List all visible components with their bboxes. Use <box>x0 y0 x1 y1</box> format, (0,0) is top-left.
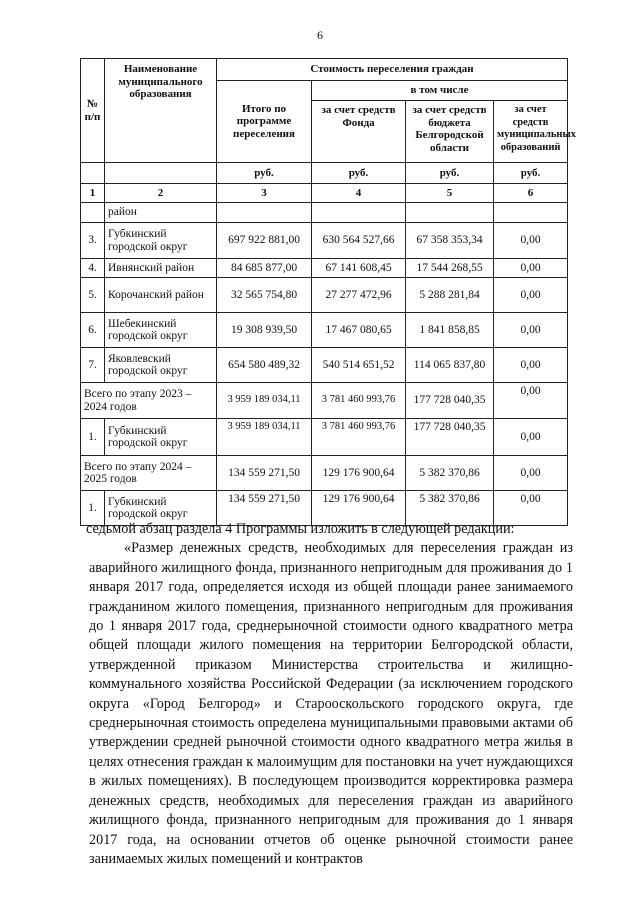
col-header-region: за счет средств бюджета Белгородской области <box>406 101 494 163</box>
row-name: Губкинский городской округ <box>105 419 217 456</box>
column-number: 4 <box>312 184 406 203</box>
row-munic: 0,00 <box>494 456 568 491</box>
column-number: 3 <box>217 184 312 203</box>
row-name: Корочанский район <box>105 278 217 313</box>
col-header-munic: за счет средств муниципальных образований <box>494 101 568 163</box>
table-row <box>81 348 568 383</box>
row-number: 3. <box>81 223 105 259</box>
row-number: 5. <box>81 278 105 313</box>
unit-label: руб. <box>406 163 494 184</box>
row-munic <box>494 203 568 223</box>
page-number: 6 <box>317 28 323 42</box>
table-row <box>81 223 568 259</box>
row-total: 3 959 189 034,11 <box>217 419 312 456</box>
col-header-cost: Стоимость переселения граждан <box>217 59 568 81</box>
row-region: 5 288 281,84 <box>406 278 494 313</box>
column-number: 1 <box>81 184 105 203</box>
row-number: 6. <box>81 313 105 348</box>
stage-total-row <box>81 456 568 491</box>
row-fund: 129 176 900,64 <box>312 491 406 526</box>
row-total: 697 922 881,00 <box>217 223 312 259</box>
col-header-fund: за счет средств Фонда <box>312 101 406 163</box>
row-number <box>81 203 105 223</box>
row-total: 84 685 877,00 <box>217 259 312 278</box>
table-row <box>81 313 568 348</box>
stage-total-label: Всего по этапу 2023 – 2024 годов <box>81 383 217 419</box>
row-fund: 540 514 651,52 <box>312 348 406 383</box>
row-fund: 27 277 472,96 <box>312 278 406 313</box>
row-munic: 0,00 <box>494 223 568 259</box>
unit-label: руб. <box>312 163 406 184</box>
row-munic: 0,00 <box>494 259 568 278</box>
row-munic: 0,00 <box>494 383 568 419</box>
unit-empty-cell <box>105 163 217 184</box>
row-fund: 17 467 080,65 <box>312 313 406 348</box>
row-munic: 0,00 <box>494 419 568 456</box>
row-name: район <box>105 203 217 223</box>
col-header-total: Итого по программе переселения <box>217 81 312 163</box>
row-name: Шебекинский городской округ <box>105 313 217 348</box>
row-region: 67 358 353,34 <box>406 223 494 259</box>
unit-empty-cell <box>81 163 105 184</box>
col-header-incl: в том числе <box>312 81 568 101</box>
row-total: 654 580 489,32 <box>217 348 312 383</box>
unit-label: руб. <box>217 163 312 184</box>
row-total: 32 565 754,80 <box>217 278 312 313</box>
unit-label: руб. <box>494 163 568 184</box>
table-row <box>81 259 568 278</box>
row-name: Губкинский городской округ <box>105 223 217 259</box>
row-region: 177 728 040,35 <box>406 383 494 419</box>
row-region: 5 382 370,86 <box>406 491 494 526</box>
row-number: 7. <box>81 348 105 383</box>
resettlement-cost-table <box>80 58 576 526</box>
column-number: 2 <box>105 184 217 203</box>
table-row <box>81 203 568 223</box>
row-region: 114 065 837,80 <box>406 348 494 383</box>
row-name: Ивнянский район <box>105 259 217 278</box>
row-fund <box>312 203 406 223</box>
table-row <box>81 278 568 313</box>
row-region: 5 382 370,86 <box>406 456 494 491</box>
row-total: 134 559 271,50 <box>217 491 312 526</box>
row-total: 19 308 939,50 <box>217 313 312 348</box>
row-total: 134 559 271,50 <box>217 456 312 491</box>
row-number: 1. <box>81 491 105 526</box>
paragraph-intro: седьмой абзац раздела 4 Программы изложить в следующей редакции: <box>86 521 515 537</box>
row-fund: 129 176 900,64 <box>312 456 406 491</box>
body-text <box>86 520 573 869</box>
row-fund: 3 781 460 993,76 <box>312 383 406 419</box>
row-munic: 0,00 <box>494 491 568 526</box>
row-region <box>406 203 494 223</box>
stage-total-label: Всего по этапу 2024 – 2025 годов <box>81 456 217 491</box>
stage-total-row <box>81 383 568 419</box>
row-total: 3 959 189 034,11 <box>217 383 312 419</box>
row-fund: 67 141 608,45 <box>312 259 406 278</box>
col-header-name: Наименование муниципального образования <box>105 59 217 163</box>
table-row <box>81 419 568 456</box>
col-header-num: № п/п <box>81 59 105 163</box>
row-munic: 0,00 <box>494 348 568 383</box>
row-number: 1. <box>81 419 105 456</box>
row-region: 17 544 268,55 <box>406 259 494 278</box>
row-munic: 0,00 <box>494 278 568 313</box>
row-fund: 3 781 460 993,76 <box>312 419 406 456</box>
column-number: 6 <box>494 184 568 203</box>
paragraph-quote: «Размер денежных средств, необходимых для переселения граждан из аварийного жилищного фонда, признанного непригодным для проживания до 1 января 2017 года, определяется исходя из общей площади ранее занимаемого гражданином жилого помещения, признанного непригодным для проживания до 1 января 2017 года, среднерыночной стоимости одного квадратного метра общей площади жилого помещения на территории Белгородской области, утвержденной приказом Министерства строительства и жилищно-коммунального хозяйства Российской Федерации (за исключением городского округа «Город Белгород» и Старооскольского городского округа, где среднерыночная стоимость определена муниципальными правовыми актами об утверждении средней рыночной стоимости одного квадратного метра жилья в целях отнесения граждан к малоимущим для постановки на учет нуждающихся в жилых помещениях). В последующем производится корректировка размера денежных средств, необходимых для переселения граждан из аварийного жилищного фонда, признанного непригодным для проживания до 1 января 2017 года, на основании отчетов об оценке рыночной стоимости ранее занимаемых жилых помещений и контрактов <box>89 540 573 867</box>
row-name: Яковлевский городской округ <box>105 348 217 383</box>
row-munic: 0,00 <box>494 313 568 348</box>
row-region: 177 728 040,35 <box>406 419 494 456</box>
column-number: 5 <box>406 184 494 203</box>
row-name: Губкинский городской округ <box>105 491 217 526</box>
row-number: 4. <box>81 259 105 278</box>
row-total <box>217 203 312 223</box>
row-fund: 630 564 527,66 <box>312 223 406 259</box>
row-region: 1 841 858,85 <box>406 313 494 348</box>
